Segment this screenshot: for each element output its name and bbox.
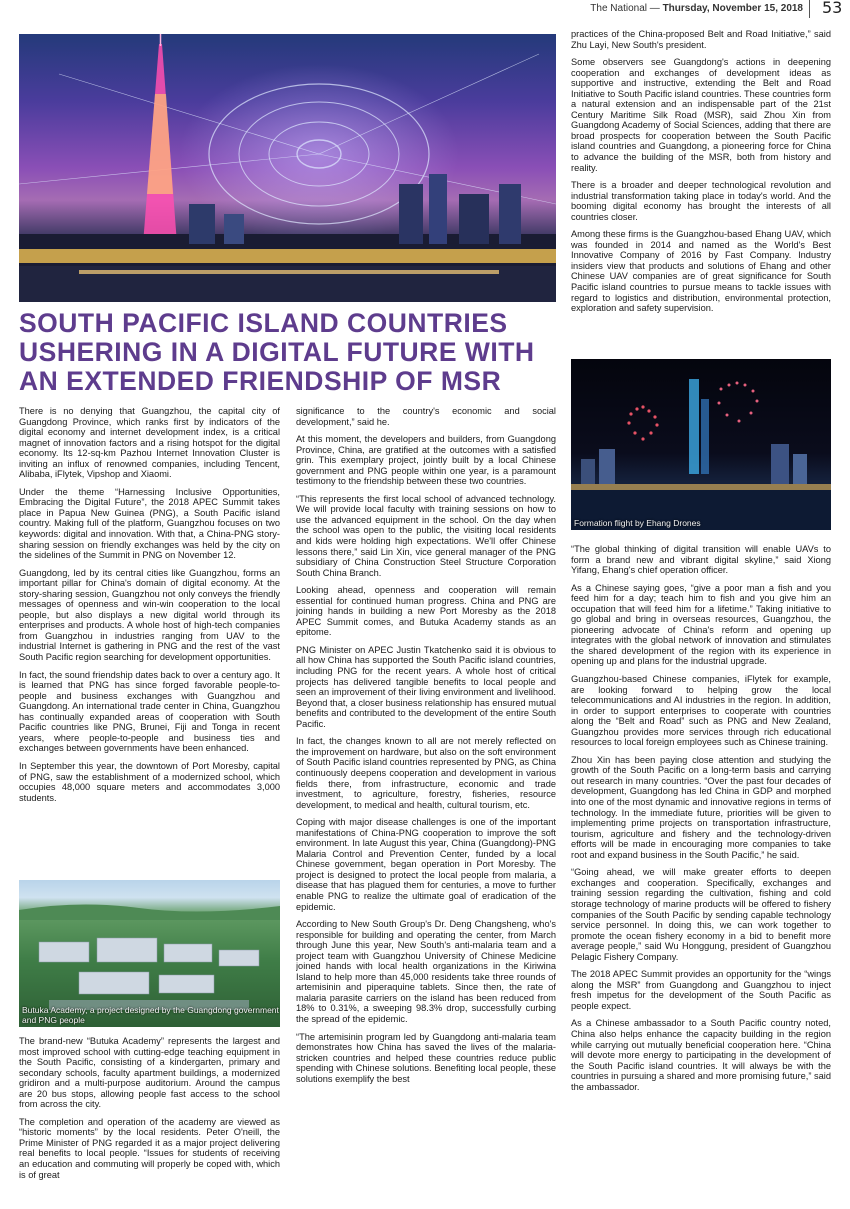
paragraph: Looking ahead, openness and cooperation will remain essential for continued human progress. China and PNG are joining hands in building a new Port Moresby as the 2018 APEC Summit comes, and Butuka Academy stands as an epitome. (296, 585, 556, 638)
paragraph: Coping with major disease challenges is one of the important manifestations of China-PNG cooperation to improve the soft environment. In late August this year, China (Guangdong)-PNG Malaria Control and Prevention Center, funded by a local Chinese government, began operation in Port Moresby. The project is designed to protect the local people from malaria, a disease that has plagued them for centuries, a move to further enable PNG to realize the ultimate goal of eradication of the epidemic. (296, 817, 556, 912)
paragraph: As a Chinese ambassador to a South Pacific country noted, China also helps enhance the capacity building in the region while carrying out mutually beneficial cooperation here. “China will devote more energy to participating in the development of the South Pacific island countries. It will always be with the countries in pursuing a shared and more promising future,” said the ambassador. (571, 1018, 831, 1092)
paragraph: significance to the country's economic and social development,” said he. (296, 406, 556, 427)
paragraph: The brand-new “Butuka Academy” represents the largest and most improved school with cutting-edge teaching equipment in the South Pacific, consisting of a kindergarten, primary and secondary schools, faculty apartment buildings, a modernized gridiron and a multi-purpose auditorium. Around the campus are 20 bus stops, allowing people fast access to the school from across the city. (19, 1036, 280, 1110)
paragraph: “The artemisinin program led by Guangdong anti-malaria team demonstrates how China has saved the lives of the malaria-stricken countries and helped these countries reduce public spending with Chinese solutions. Benefiting local people, these solutions exemplify the best (296, 1031, 556, 1084)
butuka-academy-photo (19, 880, 280, 1027)
article-column-3 (571, 29, 831, 349)
paragraph: Guangzhou-based Chinese companies, iFlytek for example, are looking forward to helping grow the local telecommunications and AI industries in the region. In addition, in order to support enterprises to cooperate with countries along the “Belt and Road” such as PNG and New Zealand, Guangzhou provides more services through rich educational resources to local foreign employees such as Chinese training. (571, 674, 831, 748)
article-headline: SOUTH PACIFIC ISLAND COUNTRIES USHERING IN A DIGITAL FUTURE WITH AN EXTENDED FRIENDSHIP OF MSR (19, 308, 535, 396)
paragraph: Under the theme “Harnessing Inclusive Opportunities, Embracing the Digital Future”, the 2018 APEC Summit takes place in Papua New Guinea (PNG), a South Pacific island country. Making full of the platform, Guangzhou focuses on two keywords: digital and innovation. With that, a China-PNG story-sharing session on friendly exchanges was held by the city on the sidelines of the Summit in PNG on November 12. (19, 486, 280, 561)
paper-name: The National (590, 3, 647, 14)
paragraph: Some observers see Guangdong's actions in deepening cooperation and exchanges of development ideas as supportive and instructive, extending the Belt and Road Initiative to South Pacific island countries. These countries form a natural extension and an indispensable part of the 21st Century Maritime Silk Road (MSR), said Zhou Xin from Guangdong Academy of Social Sciences, adding that there are broad prospects for cooperation between the South Pacific island countries and Guangdong, a pioneering force for China to advance the building of the MSR, both from history and reality. (571, 57, 831, 173)
header-dash: — (649, 3, 660, 14)
paragraph: In fact, the changes known to all are not merely reflected on the improvement on hardware, but also on the soft environment of South Pacific island countries represented by PNG, as China continuously deepens cooperation and development in various fields there, from infrastructure, economic and trade investment, to agriculture, forestry, fisheries, resource development, to medical and health, cultural tourism, etc. (296, 736, 556, 810)
paragraph: practices of the China-proposed Belt and Road Initiative,” said Zhu Layi, New South's president. (571, 29, 831, 50)
page-number: 53 (822, 0, 843, 17)
article-column-1 (19, 406, 280, 876)
drone-illustration (571, 359, 831, 530)
paragraph: In fact, the sound friendship dates back to over a century ago. It is learned that PNG has since forged favorable people-to-people and business exchanges with Guangzhou and Guangdong. An international trade center in China, Guangzhou has continually expanded areas of cooperation with South Pacific countries like PNG, Brunei, Fiji and Tonga in recent years, where people-to-people and business ties and exchanges between governments have been enhanced. (19, 669, 280, 754)
article-column-1-continued (19, 1036, 280, 1201)
article-column-2 (296, 406, 556, 1201)
page-header (0, 0, 850, 20)
academy-photo-caption: Butuka Academy, a project designed by the Guangdong government and PNG people (22, 1005, 279, 1025)
header-divider (809, 0, 810, 18)
paragraph: Guangdong, led by its central cities like Guangzhou, forms an important pillar for China's domain of digital economy. At the story-sharing session, Guangzhou not only conveys the friendly messages of openness and win-win cooperation to the local people, but also displays a new digital world through its enterprises and products. A whole host of high-tech companies from Guangzhou in industries ranging from UAV to the industrial Internet is gathering in PNG and the rest of the vast South Pacific region searching for development opportunities. (19, 567, 280, 663)
paragraph: At this moment, the developers and builders, from Guangdong Province, China, are gratified at the outcomes with a satisfied grin. This exemplary project, jointly built by a local Chinese government and PNG people within one year, is a paramount testimony to the friendship between these two countries. (296, 434, 556, 487)
drone-formation-photo (571, 359, 831, 530)
paragraph: “This represents the first local school of advanced technology. We will provide local faculty with training sessions on how to use the advanced equipment in the school. On the day when the school was open to the public, the visiting local residents and kids were holding high expectations. We'll offer Chinese lessons there,” said Lin Xin, vice general manager of the PNG subsidiary of China Construction Steel Structure Corporation South China Branch. (296, 493, 556, 578)
paragraph: “The global thinking of digital transition will enable UAVs to form a brand new and vibrant digital skyline,” said Xiong Yifang, Ehang's chief operation officer. (571, 544, 831, 576)
paragraph: As a Chinese saying goes, “give a poor man a fish and you feed him for a day; teach him to fish and you give him an occupation that will feed him for a lifetime.” Taking initiative to go global and bring in overseas resources, Guangzhou, the pioneering advocate of China's reform and opening up integrates with the global network of innovation and stimulates the shared development of the region with its experience in opening up and plans for the industrial upgrade. (571, 582, 831, 667)
paragraph: In September this year, the downtown of Port Moresby, capital of PNG, saw the establishment of a modernized school, which occupies 48,000 square meters and accommodates 3,000 students. (19, 760, 280, 803)
paragraph: There is a broader and deeper technological revolution and industrial transformation taking place in today's world. And the booming digital economy has brought the interests of all countries closer. (571, 180, 831, 222)
masthead-info (590, 3, 803, 14)
paragraph: There is no denying that Guangzhou, the capital city of Guangdong Province, which ranks first by indicators of the digital economy and internet development index, is a critical magnet of innovation factors and a rising hotspot for the digital economy. Its 12-sq-km Pazhou Internet Innovation Cluster is inviting an influx of renowned companies, including Tencent, Alibaba, iFlytek, Vipshop and Xiaomi. (19, 406, 280, 480)
paragraph: The completion and operation of the academy are viewed as “historic moments” by the local residents. Peter O'neill, the Prime Minister of PNG regarded it as a major project delivering real benefits to local people. “Issues for students of receiving an education and commuting will properly be coped with, which is of great (19, 1116, 280, 1180)
article-column-3-continued (571, 544, 831, 1204)
paragraph: PNG Minister on APEC Justin Tkatchenko said it is obvious to all how China has supported the South Pacific island countries, including PNG for the recent years. A whole host of critical projects has delivered tangible benefits to local people and seen an improvement of their living environment and livelihood. Beyond that, a closer business relationship has ensured mutual benefits and contributed to the development of the entire South Pacific. (296, 644, 556, 729)
paragraph: “Going ahead, we will make greater efforts to deepen exchanges and cooperation. Specifically, exchanges and training session regarding the cultivation, fishing and cold storage technology of marine products will be offered to fishery companies of the South Pacific by sending capable technology service personnel. In doing this, we can work together to promote the ocean fishery economy in a bid to benefit more average people,” said Wu Honggung, president of Guangzhou Pelagic Fishery Company. (571, 867, 831, 962)
skyline-illustration (19, 34, 556, 302)
guangzhou-skyline-photo (19, 34, 556, 302)
issue-date: Thursday, November 15, 2018 (662, 3, 803, 14)
paragraph: Among these firms is the Guangzhou-based Ehang UAV, which was founded in 2014 and named as the World's Best Innovative Company of 2016 by Fast Company. Industry insiders view that products and solutions of Ehang and other Chinese UAV companies are of great significance for South Pacific island countries to pursue means to tackle issues with regard to logistics and distribution, environmental protection, exploration and safety supervision. (571, 229, 831, 314)
paragraph: According to New South Group's Dr. Deng Changsheng, who's responsible for building and operating the center, from March through June this year, New South's anti-malaria team and a project team with Guangzhou University of Chinese Medicine joined hands with local health organizations in the Kiriwina Island to help more than 45,000 residents take three rounds of artemisinin and piperaquine tablets. Since then, the rate of malaria parasite carriers on the island has been reduced from 18% to 0.31%, a sweeping 98.3% drop, successfully curbing the spread of the epidemic. (296, 919, 556, 1024)
paragraph: The 2018 APEC Summit provides an opportunity for the “wings along the MSR” from Guangdong and Guangzhou to inject fresh impetus for the development of the South Pacific as people expect. (571, 969, 831, 1011)
drone-photo-caption: Formation flight by Ehang Drones (574, 518, 701, 528)
paragraph: Zhou Xin has been paying close attention and studying the growth of the South Pacific on a long-term basis and carrying out research in many countries. “Over the past four decades of development, Guangdong has led China in GDP and morphed into one of the most dynamic and innovative regions in terms of technology. In the immediate future, priorities will be given to implementing prime projects on transportation infrastructure, tourism, agriculture and fishery and the technology-driven efforts will be made in encouraging more companies to take root and expand business in the South Pacific,” he said. (571, 754, 831, 860)
